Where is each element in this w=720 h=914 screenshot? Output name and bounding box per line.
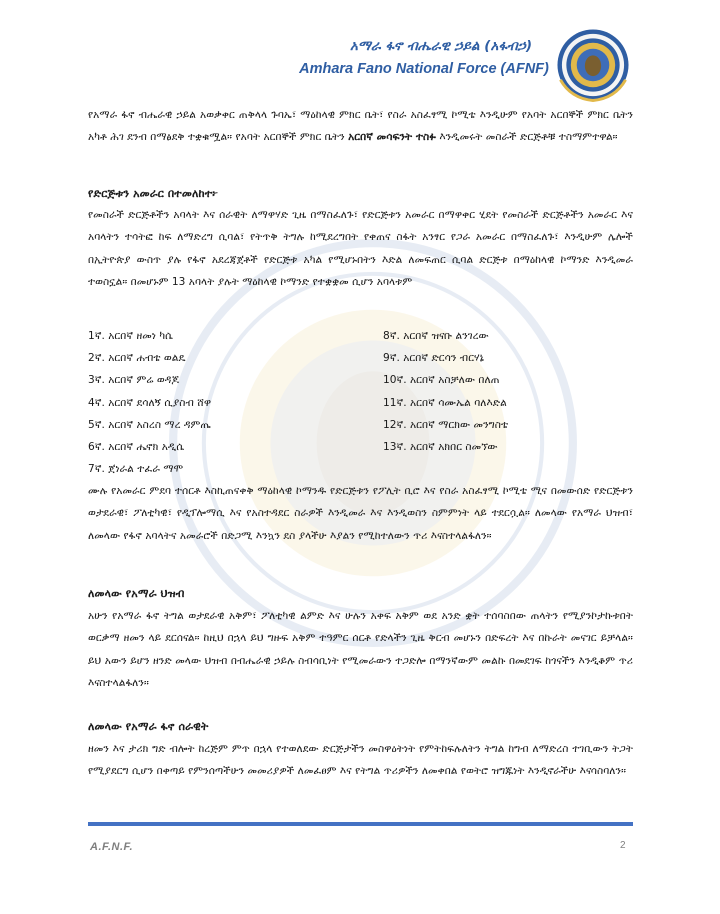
- fano-army-paragraph: ዘመን እና ታሪክ ግድ ብሎት ከረጅም ምጥ በኋላ የተወለደው ድርጅታችን መስዋዕትነት የምትከፍሉለትን ትግል ከግብ ለማድረስ ተገቢውን ትጋት የሚያደርግ ሲሆን በቀጣይ የምንሰጣችሁን መመሪያዎች ለመፈፀም እና የትግል ጥሪዎችን ለመቀበል የወትሮ ዝግጁነት እንዲኖራችሁ እናሳስባለን።: [88, 743, 633, 778]
- member-item: 3ኛ. አርበኛ ምሬ ወዳጆ: [88, 374, 179, 386]
- intro-paragraph: [88, 104, 633, 149]
- amhara-people-paragraph: አሁን የአማራ ፋኖ ትግል ወታደራዊ አቅም፣ ፖለቲካዊ ልምድ እና ሁሉን አቀፍ አቅም ወደ አንድ ቋት ተሰባስበው ጠላትን የሚያንኮታኩቱበት ወርቃማ ዘመን ላይ ደርሰናል። ከዚህ በኋላ ይህ ግዙፍ አቅም ተዓምር ሰርቶ የድላችን ጊዜ ቅርብ መሆኑን በድፍረት እና በኩራት መናገር ይቻላል። ይህ አውን ይሆን ዘንድ መላው ህዝብ በብሔራዊ ኃይሉ ስብሳቢነት የሚመራውን ተጋድሎ በማንኛውም መልኩ በመደገፍ ከጎናችን እንዲቆም ጥሪ እናስተላልፋለን።: [88, 610, 633, 689]
- member-item: 1ኛ. አርበኛ ዘመነ ካሴ: [88, 330, 174, 342]
- section-heading-leadership: የድርጅቱን አመራር በተመለከተ፦: [88, 187, 219, 200]
- leadership-closing-paragraph: ሙሉ የአመራር ምደባ ተሰርቶ እስኪጠናቀቅ ማዕከላዊ ኮማንዱ የድርጅቱን የፖሊት ቢሮ እና የስራ አስፈፃሚ ኮሚቴ ሚና በመውሰድ የድርጅቱን ወታደራዊ፣ ፖለቲካዊ፣ የዲፕሎማሲ እና የአስተዳደር ስራዎች እንዲመራ እና እንዲወስን ስምምነት ላይ ተደርሷል። ለመላው የአማራ ህዝብ፣ ለመላው የፋኖ አባላትና አመራሮች በድጋሚ እንኳን ደስ ያላችሁ እያልን የሚከተለውን ጥሪ እናስተላልፋለን።: [88, 485, 633, 542]
- afnf-logo-icon: [556, 28, 630, 102]
- member-item: 5ኛ. አርበኛ አስረስ ማረ ዳምጤ: [88, 419, 211, 431]
- member-item: 2ኛ. አርበኛ ሐብቴ ወልዴ: [88, 352, 186, 364]
- member-item: 8ኛ. አርበኛ ዝናቡ ልንገረው: [383, 330, 489, 342]
- member-item: 10ኛ. አርበኛ አስቻለው በለጠ: [383, 374, 500, 386]
- member-item: 4ኛ. አርበኛ ደሳለኝ ሲያስብ ሸዋ: [88, 397, 212, 409]
- intro-bold-name: አርበኛ መሳፍንት ተስፉ: [348, 131, 437, 144]
- section-heading-amhara-people: ለመላው የአማራ ህዝብ: [88, 587, 185, 600]
- leadership-paragraph: የመስራች ድርጅቶችን አባላት እና ሰራዊት ለማዋሃድ ጊዜ በማስፈለጉ፣ የድርጅቱን አመራር በማዋቀር ሂደት የመስራች ድርጅቶችን አመራር እና አባላትን ተሳትፎ ከፍ ለማድረግ ሲባል፣ የትጥቅ ትግሉ ከሚደረግበት የቀጠና ስፋት አንፃር የጋራ አመራር በማስፈለጉ፣ እንዲሁም ሌሎች በኢትዮጵያ ውስጥ ያሉ የፋኖ አደረጃጀቶች የድርጅቱ አካል የሚሆኑበትን እድል ለመፍጠር ሲባል ድርጅቱ በማዕከላዊ ኮማንድ እንዲመራ ተወስኗል። በመሆኑም 13 አባላት ያሉት ማዕከላዊ ኮማንድ የተቋቋመ ሲሆን አባላቱም: [88, 209, 633, 288]
- page-number: 2: [620, 840, 626, 851]
- intro-text-end: እንዲመሩት መስራች ድርጅቶቹ ተስማምተዋል።: [436, 131, 618, 144]
- footer-organization-initials: A.F.N.F.: [90, 841, 134, 853]
- footer-divider: [88, 822, 633, 826]
- header-title-english: Amhara Fano National Force (AFNF): [299, 61, 549, 77]
- member-item: 13ኛ. አርበኛ አክበር ስመኘው: [383, 441, 498, 453]
- header-title-amharic: አማራ ፋኖ ብሔራዊ ኃይል (አፋብኃ): [349, 38, 532, 54]
- member-item: 12ኛ. አርበኛ ማርክው መንግስቴ: [383, 419, 509, 431]
- member-item: 9ኛ. አርበኛ ድርሳን ብርሃኔ: [383, 352, 484, 364]
- member-item: 6ኛ. አርበኛ ሔኖክ አዲሴ: [88, 441, 185, 453]
- member-item: 11ኛ. አርበኛ ሳሙኤል ባለእድል: [383, 397, 507, 409]
- member-item: 7ኛ. ጀነራል ተፈራ ማሞ: [88, 463, 184, 475]
- intro-text: የአማራ ፋኖ ብሔራዊ ኃይል አወቃቀር ጠቅላላ ጉባኤ፣ ማዕከላዊ ምክር ቤት፣ የስራ አስፈፃሚ ኮሚቴ እንዲሁም የአባት አርበኞች ምክር ቤትን አካቶ ሕገ ደንብ በማፅደቅ ተቋቁሟል። የአባት አርበኞች ምክር ቤትን: [88, 109, 633, 144]
- section-heading-fano-army: ለመላው የአማራ ፋኖ ሰራዊት: [88, 720, 209, 733]
